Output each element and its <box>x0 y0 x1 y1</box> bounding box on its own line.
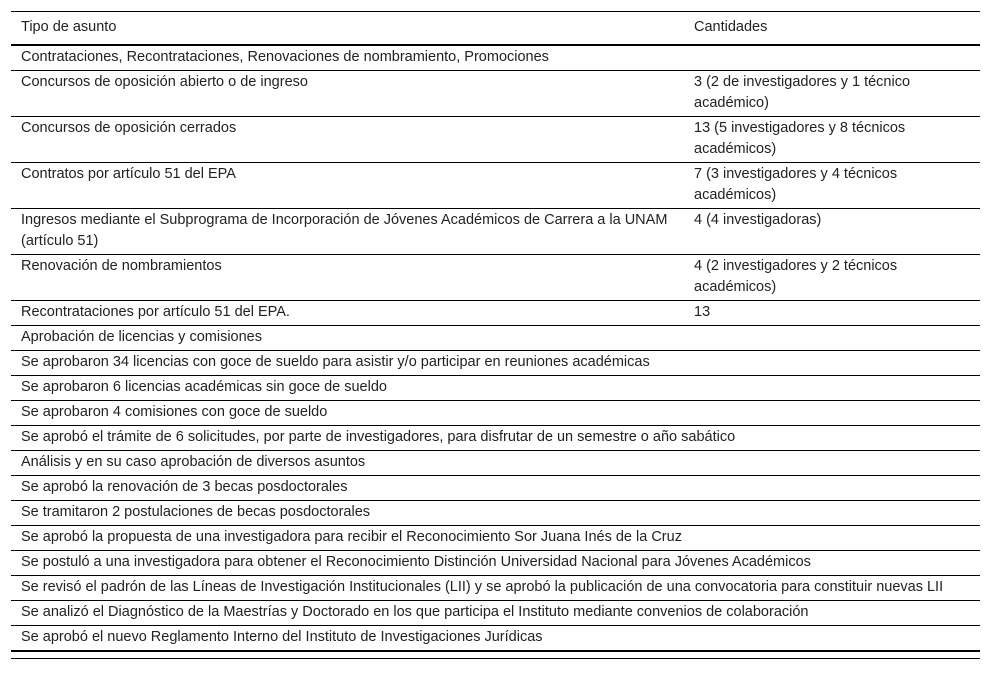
table-row <box>11 426 980 451</box>
table-row <box>11 71 980 117</box>
cantidad-cell: 4 (4 investigadoras) <box>684 209 980 255</box>
row-text-cell: Se revisó el padrón de las Líneas de Investigación Institucionales (LII) y se aprobó la publicación de una convocatoria para constituir nuevas LII <box>11 576 980 601</box>
asunto-cell: Contratos por artículo 51 del EPA <box>11 163 684 209</box>
table-row <box>11 326 980 351</box>
row-text-cell: Se aprobaron 6 licencias académicas sin goce de sueldo <box>11 376 980 401</box>
asuntos-table-container <box>11 11 980 659</box>
table-row <box>11 401 980 426</box>
table-row <box>11 301 980 326</box>
table-row <box>11 209 980 255</box>
row-text-cell: Se tramitaron 2 postulaciones de becas posdoctorales <box>11 501 980 526</box>
asunto-cell: Recontrataciones por artículo 51 del EPA. <box>11 301 684 326</box>
header-row <box>11 12 980 46</box>
asunto-cell: Renovación de nombramientos <box>11 255 684 301</box>
asuntos-table <box>11 11 980 652</box>
table-row <box>11 626 980 652</box>
row-text-cell: Aprobación de licencias y comisiones <box>11 326 980 351</box>
row-text-cell: Se aprobaron 34 licencias con goce de sueldo para asistir y/o participar en reuniones académicas <box>11 351 980 376</box>
row-text-cell: Se aprobó el nuevo Reglamento Interno del Instituto de Investigaciones Jurídicas <box>11 626 980 652</box>
row-text-cell: Se aprobó la propuesta de una investigadora para recibir el Reconocimiento Sor Juana Inés de la Cruz <box>11 526 980 551</box>
row-text-cell: Análisis y en su caso aprobación de diversos asuntos <box>11 451 980 476</box>
table-row <box>11 551 980 576</box>
header-tipo-de-asunto: Tipo de asunto <box>11 12 684 46</box>
bottom-rule <box>11 658 980 659</box>
cantidad-cell: 13 (5 investigadores y 8 técnicos académicos) <box>684 117 980 163</box>
cantidad-cell: 4 (2 investigadores y 2 técnicos académicos) <box>684 255 980 301</box>
row-text-cell: Contrataciones, Recontrataciones, Renovaciones de nombramiento, Promociones <box>11 45 980 71</box>
asunto-cell: Ingresos mediante el Subprograma de Incorporación de Jóvenes Académicos de Carrera a la UNAM (artículo 51) <box>11 209 684 255</box>
table-row <box>11 476 980 501</box>
table-row <box>11 526 980 551</box>
table-row <box>11 117 980 163</box>
table-body <box>11 45 980 651</box>
table-row <box>11 576 980 601</box>
row-text-cell: Se postuló a una investigadora para obtener el Reconocimiento Distinción Universidad Nacional para Jóvenes Académicos <box>11 551 980 576</box>
row-text-cell: Se analizó el Diagnóstico de la Maestrías y Doctorado en los que participa el Instituto mediante convenios de colaboración <box>11 601 980 626</box>
table-row <box>11 451 980 476</box>
asunto-cell: Concursos de oposición abierto o de ingreso <box>11 71 684 117</box>
cantidad-cell: 3 (2 de investigadores y 1 técnico académico) <box>684 71 980 117</box>
table-row <box>11 601 980 626</box>
row-text-cell: Se aprobó el trámite de 6 solicitudes, por parte de investigadores, para disfrutar de un semestre o año sabático <box>11 426 980 451</box>
table-row <box>11 351 980 376</box>
table-row <box>11 501 980 526</box>
table-row <box>11 255 980 301</box>
asunto-cell: Concursos de oposición cerrados <box>11 117 684 163</box>
table-header <box>11 12 980 46</box>
cantidad-cell: 13 <box>684 301 980 326</box>
row-text-cell: Se aprobó la renovación de 3 becas posdoctorales <box>11 476 980 501</box>
header-cantidades: Cantidades <box>684 12 980 46</box>
table-row <box>11 163 980 209</box>
row-text-cell: Se aprobaron 4 comisiones con goce de sueldo <box>11 401 980 426</box>
table-row <box>11 45 980 71</box>
table-row <box>11 376 980 401</box>
cantidad-cell: 7 (3 investigadores y 4 técnicos académicos) <box>684 163 980 209</box>
